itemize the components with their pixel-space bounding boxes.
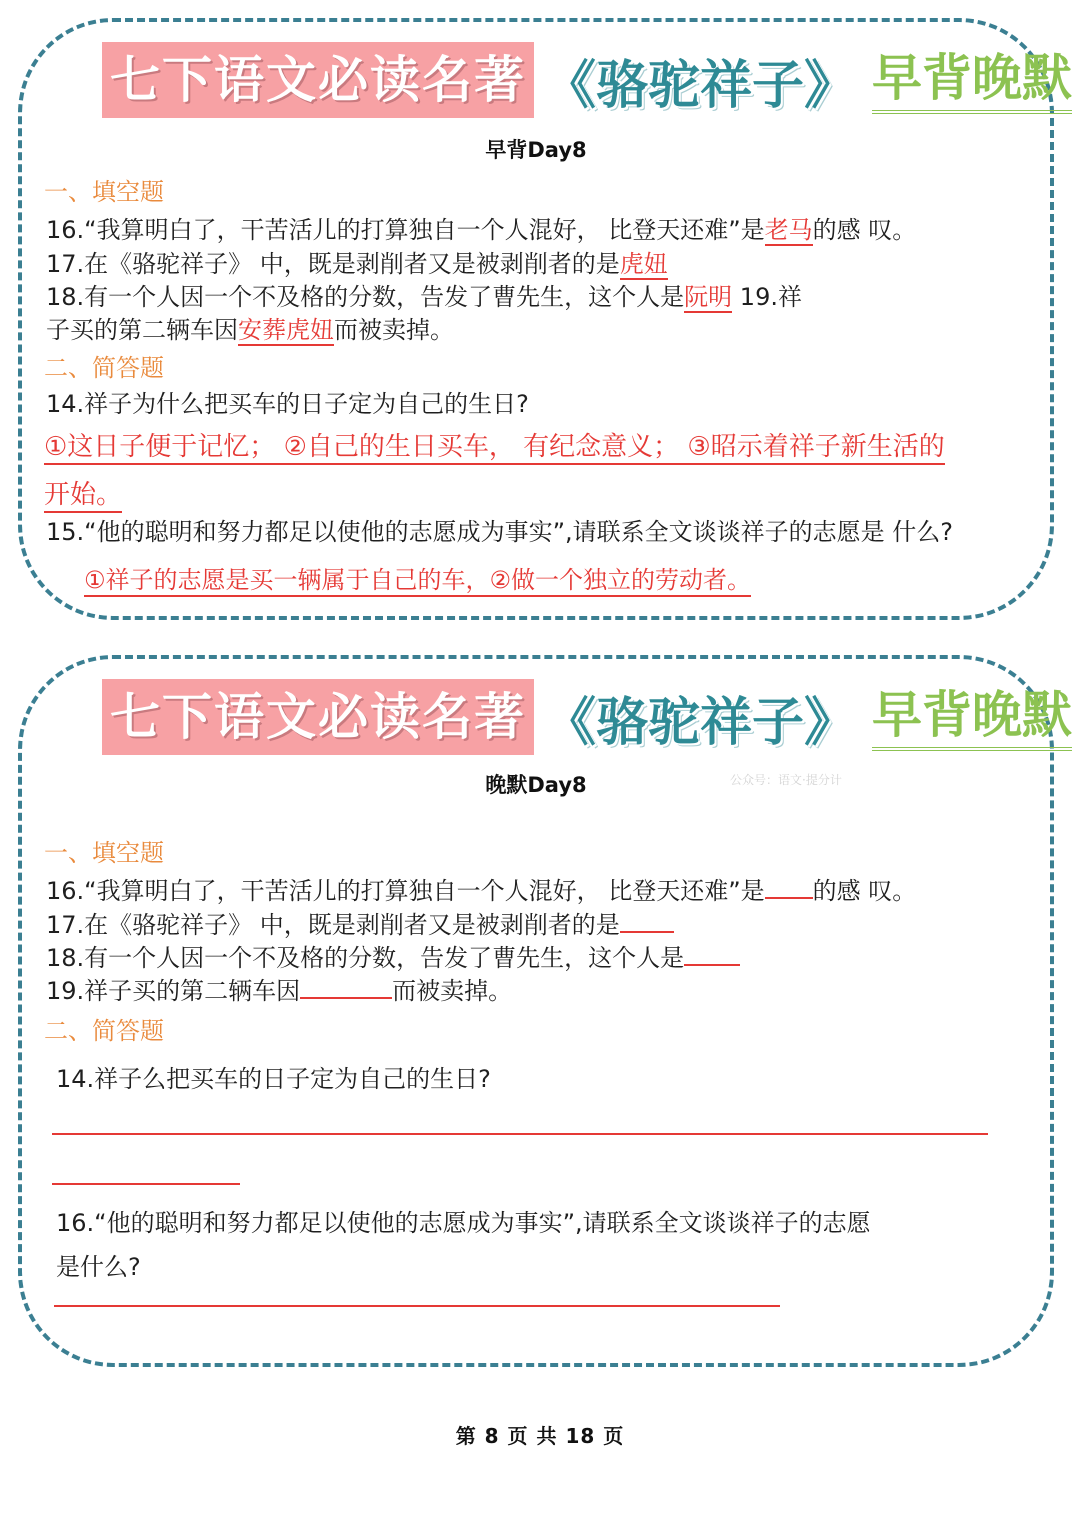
title-banner [102,40,1073,120]
section-fill-blank: 一、填空题 [44,178,164,206]
q17-blank[interactable] [620,909,674,933]
day-subtitle: 早背Day8 [485,138,587,162]
question-16 [46,871,916,906]
question-16b-line1: 16.“他的聪明和努力都足以使他的志愿成为事实”,请联系全文谈谈祥子的志愿 [56,1209,871,1237]
banner-book-title: 《骆驼祥子》 [544,55,857,116]
question-17 [46,244,668,279]
q17-text: 17.在《骆驼祥子》 中，既是剥削者又是被剥削者的是 [46,250,620,278]
q16-text: 16.“我算明白了，干苦活儿的打算独自一个人混好， 比登天还难”是 [46,877,765,905]
q16-blank[interactable] [765,875,813,899]
banner-grade-title: 七下语文必读名著 [102,42,534,118]
q19-start: 19.祥 [732,283,802,311]
answer-14-line1[interactable] [52,1133,988,1135]
q16-answer: 老马 [764,216,813,244]
title-banner [102,677,1073,757]
q18-answer: 阮明 [684,283,733,311]
answer-15: ①祥子的志愿是买一辆属于自己的车，②做一个独立的劳动者。 [84,560,751,597]
morning-card [18,18,1073,620]
answer-16b-line[interactable] [54,1305,780,1307]
answer-14-line2: 开始。 [44,474,122,513]
banner-grade-title: 七下语文必读名著 [102,679,534,755]
section-short-answer: 二、简答题 [44,1017,164,1045]
question-19 [46,971,512,1006]
q19-blank[interactable] [300,975,392,999]
q19-text: 19.祥子买的第二辆车因 [46,977,301,1005]
watermark: 公众号：语文·提分计 [730,773,842,787]
question-18 [46,277,802,312]
q19-text-end: 而被卖掉。 [392,977,513,1005]
question-17 [46,905,674,940]
q16-text: 16.“我算明白了，干苦活儿的打算独自一个人混好， 比登天还难”是 [46,216,765,244]
q19-text: 子买的第二辆车因 [46,316,238,344]
q18-text: 18.有一个人因一个不及格的分数，告发了曹先生，这个人是 [46,283,685,311]
question-14: 14.祥子为什么把买车的日子定为自己的生日? [46,390,529,418]
question-18 [46,938,740,973]
banner-slogan: 早背晚默 [872,683,1072,751]
answer-14-line1: ①这日子便于记忆； ②自己的生日买车， 有纪念意义； ③昭示着祥子新生活的 [44,426,945,465]
question-19 [46,310,454,345]
q16-text-end: 的感 叹。 [812,216,917,244]
q17-answer: 虎妞 [619,250,668,278]
question-16b-line2: 是什么? [56,1253,141,1281]
q18-blank[interactable] [684,942,740,966]
q18-text: 18.有一个人因一个不及格的分数，告发了曹先生，这个人是 [46,944,685,972]
banner-slogan: 早背晚默 [872,46,1072,114]
question-14: 14.祥子么把买车的日子定为自己的生日? [56,1065,491,1093]
banner-book-title: 《骆驼祥子》 [544,692,857,753]
day-subtitle: 晚默Day8 [485,773,587,797]
section-fill-blank: 一、填空题 [44,839,164,867]
question-15: 15.“他的聪明和努力都足以使他的志愿成为事实”,请联系全文谈谈祥子的志愿是 什么? [46,518,954,546]
question-16 [46,210,916,245]
q19-text-end: 而被卖掉。 [334,316,454,344]
q19-answer: 安葬虎妞 [238,316,334,344]
page-footer: 第 8 页 共 18 页 [455,1424,625,1448]
evening-card [18,655,1073,1367]
section-short-answer: 二、简答题 [44,354,164,382]
q17-text: 17.在《骆驼祥子》 中，既是剥削者又是被剥削者的是 [46,911,620,939]
answer-14-line2[interactable] [52,1183,240,1185]
q16-text-end: 的感 叹。 [812,877,917,905]
